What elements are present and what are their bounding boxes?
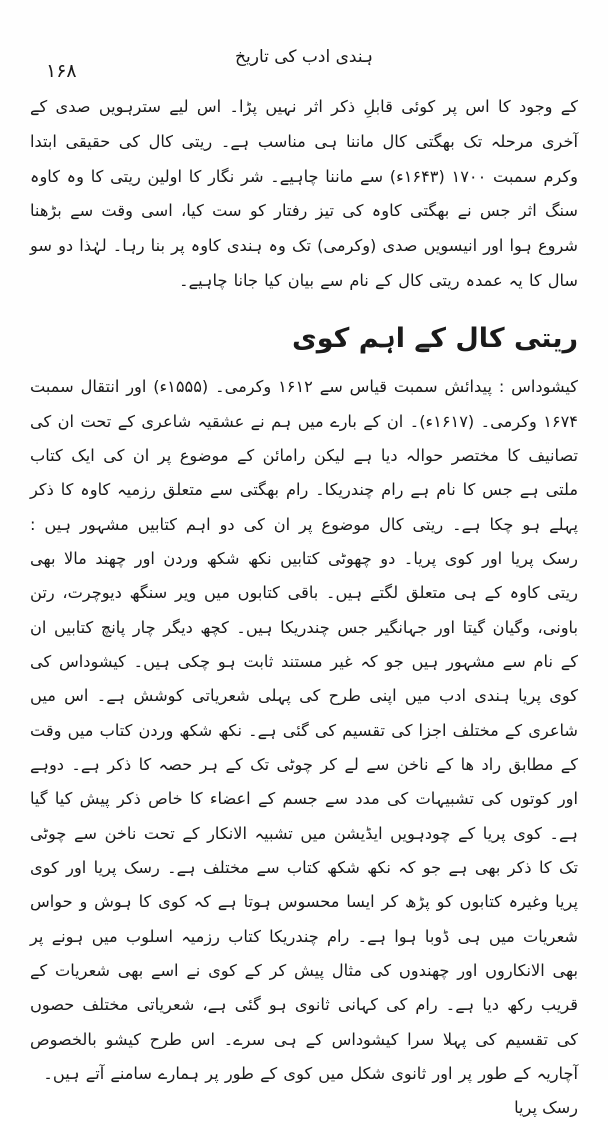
trailing-line: رسک پریا	[514, 1098, 578, 1118]
page-number: ۱۶۸	[46, 60, 77, 82]
paragraph: کے وجود کا اس پر کوئی قابلِ ذکر اثر نہیں پڑا۔ اس لیے سترہویں صدی کے آخری مرحلہ تک بھگتی کال ماننا ہی مناسب ہے۔ ریتی کال کی حقیقی ابتدا وکرم سمبت ۱۷۰۰ (۱۶۴۳ء) سے ماننا چاہیے۔ شر نگار کا اولین ریتی کا وہ کاوہ سنگ اثر جس نے بھگتی کاوہ کی تیز رفتار کو ست کیا، اسی وقت سے بڑھنا شروع ہوا اور انیسویں صدی (وکرمی) تک وہ ہندی کاوہ پر بنا رہا۔ لہٰذا دو سو سال کا یہ عمدہ ریتی کال کے نام سے بیان کیا جانا چاہیے۔	[30, 97, 578, 291]
main-passage-section	[30, 370, 578, 1126]
intro-section	[30, 90, 578, 299]
page-header	[30, 44, 578, 84]
book-title: ہندی ادب کی تاریخ	[235, 47, 373, 67]
section-heading: ریتی کال کے اہم کوی	[291, 322, 578, 354]
paragraph: کیشوداس : پیدائش سمبت قیاس سے ۱۶۱۲ وکرمی۔ (۱۵۵۵ء) اور انتقال سمبت ۱۶۷۴ وکرمی۔ (۱۶۱۷ء)۔ ان کے بارے میں ہم نے عشقیہ شاعری کے تحت ان کی تصانیف کا مختصر حوالہ دیا ہے لیکن رامائن کے موضوع پر ان کی ایک کتاب ملتی ہے جس کا نام ہے رام چندریکا۔ رام بھگتی سے متعلق رزمیہ کاوہ کا ذکر پہلے ہو چکا ہے۔ ریتی کال موضوع پر ان کی دو اہم کتابیں مشہور ہیں : رسک پریا اور کوی پریا۔ دو چھوٹی کتابیں نکھ شکھ وردن اور چھند مالا بھی ریتی کاوہ کے ہی متعلق لگتے ہیں۔ باقی کتابوں میں ویر سنگھ دیوچرت، رتن باونی، وگیان گیتا اور جہانگیر جس چندریکا ہیں۔ کچھ دیگر چار پانچ کتابیں ان کے نام سے مشہور ہیں جو کہ غیر مستند ثابت ہو چکی ہیں۔ کیشوداس کی کوی پریا ہندی ادب میں اپنی طرح کی پہلی شعریاتی کوشش ہے۔ اس میں شاعری کے مختلف اجزا کی تقسیم کی گئی ہے۔ نکھ شکھ وردن کتاب میں وقت کے مطابق راد ھا کے ناخن سے لے کر چوٹی تک کے ہر حصہ کا ذکر ہے۔ دوہے اور کوتوں کی تشبیہات کی مدد سے جسم کے اعضاء کا خاص ذکر پیش کیا گیا ہے۔ کوی پریا کے چودہویں ایڈیشن میں تشبیہ الانکار کے تحت ناخن سے چوٹی تک کا ذکر بھی ہے جو کہ نکھ شکھ کتاب سے مختلف ہے۔ رسک پریا اور کوی پریا وغیرہ کتابوں کو پڑھ کر ایسا محسوس ہوتا ہے کہ کوی کا ہوش و حواس شعریات میں ہی ڈوبا ہوا ہے۔ رام چندریکا کتاب رزمیہ اسلوب میں ہونے پر بھی الانکاروں اور چھندوں کی مثال پیش کر کے کوی نے اسے بھی شعریات کے قریب رکھ دیا ہے۔ رام کی کہانی ثانوی ہو گئی ہے، شعریاتی مختلف حصوں کی تقسیم کی پہلا سرا کیشوداس کے ہی سرے۔ اس طرح کیشو بالخصوص آچاریہ کے طور پر اور ثانوی شکل میں کوی کے طور پر ہمارے سامنے آتے ہیں۔	[30, 377, 579, 1084]
